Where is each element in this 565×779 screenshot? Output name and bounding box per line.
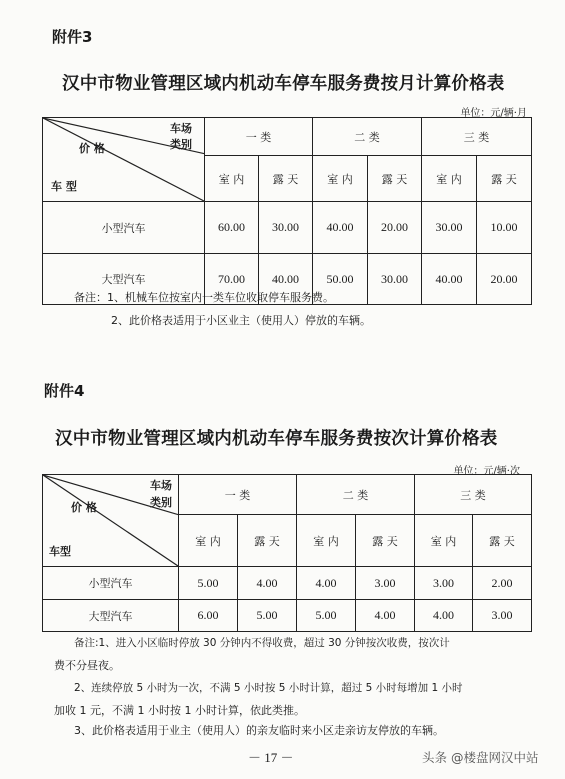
indoor-header: 室 内: [313, 156, 368, 202]
indoor-header: 室 内: [205, 156, 259, 202]
vehicle-type-label: 车型: [49, 545, 71, 558]
price-cell: 5.00: [179, 567, 238, 600]
vehicle-type-cell: 大型汽车: [43, 600, 179, 632]
price-cell: 40.00: [422, 254, 477, 305]
header-diagonal-cell: [43, 475, 179, 567]
annex-3-note-2: 2、此价格表适用于小区业主（使用人）停放的车辆。: [111, 314, 371, 327]
price-cell: 60.00: [205, 202, 259, 254]
outdoor-header: 露 天: [356, 515, 415, 567]
class-2-header: 二 类: [313, 118, 422, 156]
price-cell: 40.00: [259, 254, 313, 305]
outdoor-header: 露 天: [368, 156, 422, 202]
class-2-header: 二 类: [297, 475, 415, 515]
header-diagonal-cell: [43, 118, 205, 202]
parking-lot-label: 车场: [150, 479, 172, 492]
page-number: － 17 －: [248, 750, 294, 765]
annex-3-label: 附件3: [52, 28, 93, 46]
watermark: 头条 @楼盘网汉中站: [422, 750, 539, 765]
vehicle-type-cell: 大型汽车: [43, 254, 205, 305]
price-cell: 20.00: [477, 254, 532, 305]
price-label: 价 格: [71, 501, 97, 514]
class-3-header: 三 类: [422, 118, 532, 156]
price-cell: 3.00: [415, 567, 473, 600]
vehicle-type-cell: 小型汽车: [43, 567, 179, 600]
annex-4-note-1: 备注:1、进入小区临时停放 30 分钟内不得收费，超过 30 分钟按次收费，按次计: [74, 637, 450, 649]
price-cell: 4.00: [297, 567, 356, 600]
price-cell: 5.00: [297, 600, 356, 632]
annex-3-title: 汉中市物业管理区域内机动车停车服务费按月计算价格表: [62, 74, 505, 94]
price-cell: 4.00: [415, 600, 473, 632]
price-cell: 3.00: [356, 567, 415, 600]
price-cell: 4.00: [238, 567, 297, 600]
category-label: 类别: [170, 138, 192, 151]
price-cell: 10.00: [477, 202, 532, 254]
class-3-header: 三 类: [415, 475, 532, 515]
outdoor-header: 露 天: [477, 156, 532, 202]
price-cell: 50.00: [313, 254, 368, 305]
annex-4-note-1-cont: 费不分昼夜。: [54, 659, 120, 672]
price-cell: 30.00: [259, 202, 313, 254]
price-cell: 4.00: [356, 600, 415, 632]
class-1-header: 一 类: [179, 475, 297, 515]
outdoor-header: 露 天: [238, 515, 297, 567]
annex-3-note-1: 备注：1、机械车位按室内一类车位收取停车服务费。: [74, 291, 334, 304]
annex-4-note-2-cont: 加收 1 元，不满 1 小时按 1 小时计算，依此类推。: [54, 704, 305, 717]
outdoor-header: 露 天: [473, 515, 532, 567]
price-cell: 40.00: [313, 202, 368, 254]
price-cell: 5.00: [238, 600, 297, 632]
price-cell: 70.00: [205, 254, 259, 305]
annex-3-price-table: [42, 117, 532, 305]
price-label: 价 格: [79, 142, 105, 155]
vehicle-type-cell: 小型汽车: [43, 202, 205, 254]
price-cell: 6.00: [179, 600, 238, 632]
annex-4-note-3: 3、此价格表适用于业主（使用人）的亲友临时来小区走亲访友停放的车辆。: [74, 724, 444, 737]
price-cell: 3.00: [473, 600, 532, 632]
table-row: [43, 202, 532, 254]
price-cell: 30.00: [368, 254, 422, 305]
annex-4-label: 附件4: [44, 382, 85, 400]
annex-3-unit: 单位：元/辆·月: [460, 108, 527, 119]
parking-lot-label: 车场: [170, 122, 192, 135]
table-row: [43, 600, 532, 632]
class-1-header: 一 类: [205, 118, 313, 156]
price-cell: 2.00: [473, 567, 532, 600]
outdoor-header: 露 天: [259, 156, 313, 202]
vehicle-type-label: 车 型: [51, 180, 77, 193]
annex-4-note-2: 2、连续停放 5 小时为一次，不满 5 小时按 5 小时计算，超过 5 小时每增加 1 小时: [74, 682, 463, 694]
indoor-header: 室 内: [415, 515, 473, 567]
annex-4-title: 汉中市物业管理区域内机动车停车服务费按次计算价格表: [55, 429, 498, 449]
indoor-header: 室 内: [179, 515, 238, 567]
table-row: [43, 567, 532, 600]
category-label: 类别: [150, 496, 172, 509]
annex-4-unit: 单位：元/辆·次: [453, 466, 520, 477]
price-cell: 30.00: [422, 202, 477, 254]
annex-4-price-table: [42, 474, 532, 632]
indoor-header: 室 内: [422, 156, 477, 202]
price-cell: 20.00: [368, 202, 422, 254]
indoor-header: 室 内: [297, 515, 356, 567]
